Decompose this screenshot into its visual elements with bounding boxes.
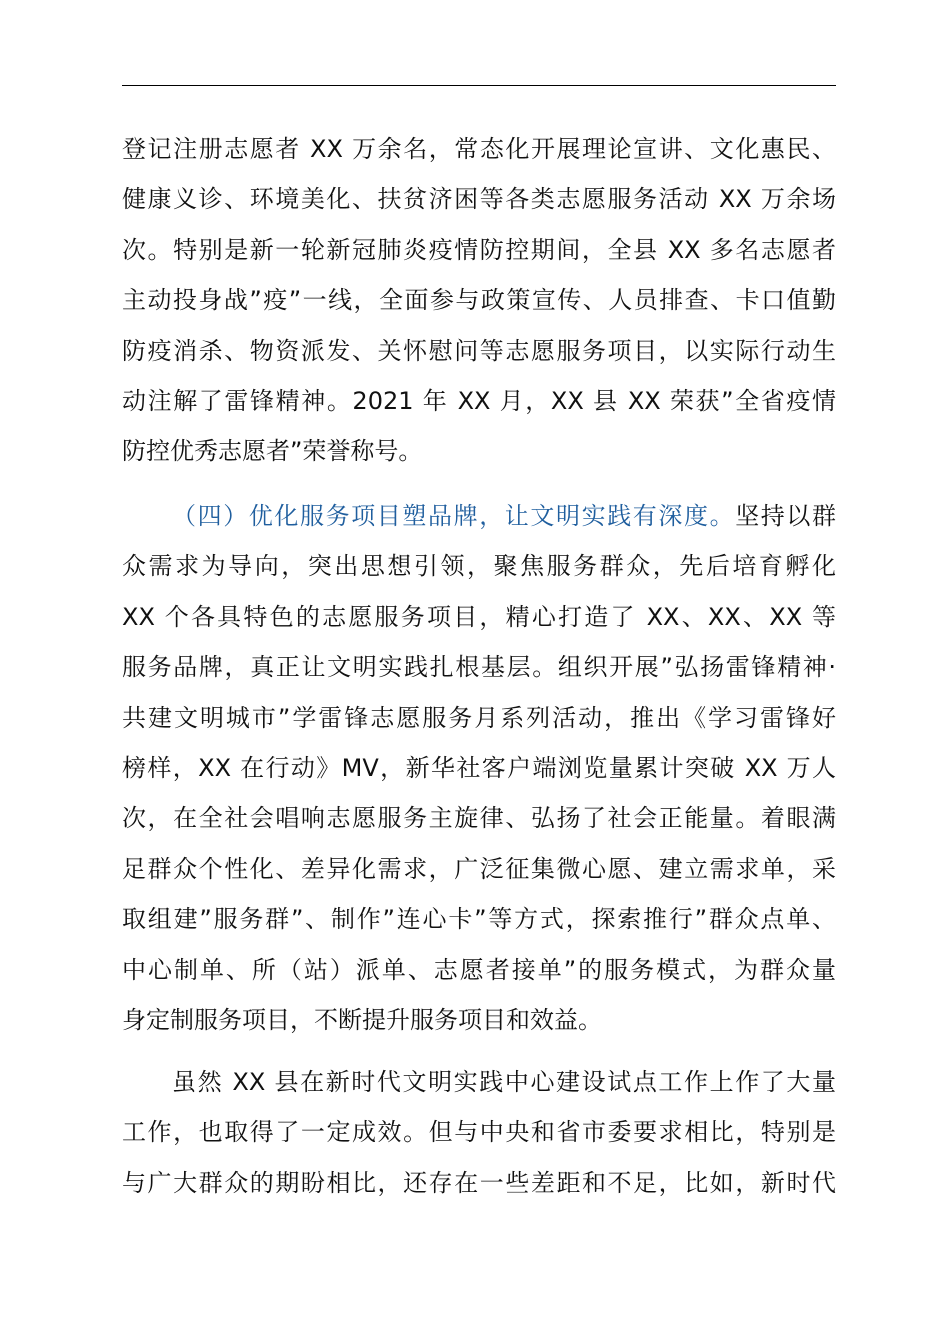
text-line: 榜样，XX 在行动》MV，新华社客户端浏览量累计突破 XX 万人 (122, 753, 836, 782)
text-line: 足群众个性化、差异化需求，广泛征集微心愿、建立需求单，采 (122, 854, 836, 883)
header-rule (122, 85, 836, 86)
text-line: 登记注册志愿者 XX 万余名，常态化开展理论宣讲、文化惠民、 (122, 135, 836, 163)
paragraph-service-brand (122, 491, 836, 1045)
section-heading: （四）优化服务项目塑品牌，让文明实践有深度。 (172, 502, 736, 530)
paragraph-volunteers (122, 124, 836, 477)
text-line: 防控优秀志愿者”荣誉称号。 (122, 437, 423, 466)
first-line (122, 491, 836, 541)
text-line: 动注解了雷锋精神。2021 年 XX 月，XX 县 XX 荣获”全省疫情 (122, 386, 836, 415)
first-line-rest: 坚持以群 (735, 502, 837, 530)
text-line: XX 个各具特色的志愿服务项目，精心打造了 XX、XX、XX 等 (122, 602, 836, 631)
text-line: 防疫消杀、物资派发、关怀慰问等志愿服务项目，以实际行动生 (122, 336, 836, 365)
text-line: 身定制服务项目，不断提升服务项目和效益。 (122, 1005, 602, 1034)
text-line: 虽然 XX 县在新时代文明实践中心建设试点工作上作了大量 (172, 1068, 836, 1096)
text-line: 主动投身战”疫”一线，全面参与政策宣传、人员排查、卡口值勤 (122, 286, 836, 315)
text-line: 取组建”服务群”、制作”连心卡”等方式，探索推行”群众点单、 (122, 905, 836, 934)
text-line: 众需求为导向，突出思想引领，聚焦服务群众，先后培育孵化 (122, 552, 836, 581)
text-line: 工作，也取得了一定成效。但与中央和省市委要求相比，特别是 (122, 1118, 836, 1147)
text-line: 与广大群众的期盼相比，还存在一些差距和不足，比如，新时代 (122, 1168, 836, 1197)
paragraph-shortcomings (122, 1057, 836, 1208)
text-line: 服务品牌，真正让文明实践扎根基层。组织开展”弘扬雷锋精神· (122, 653, 836, 682)
text-line: 次，在全社会唱响志愿服务主旋律、弘扬了社会正能量。着眼满 (122, 804, 836, 833)
text-line: 中心制单、所（站）派单、志愿者接单”的服务模式，为群众量 (122, 955, 836, 984)
text-line: 次。特别是新一轮新冠肺炎疫情防控期间，全县 XX 多名志愿者 (122, 235, 836, 264)
text-line: 共建文明城市”学雷锋志愿服务月系列活动，推出《学习雷锋好 (122, 703, 836, 732)
text-line: 健康义诊、环境美化、扶贫济困等各类志愿服务活动 XX 万余场 (122, 185, 836, 214)
